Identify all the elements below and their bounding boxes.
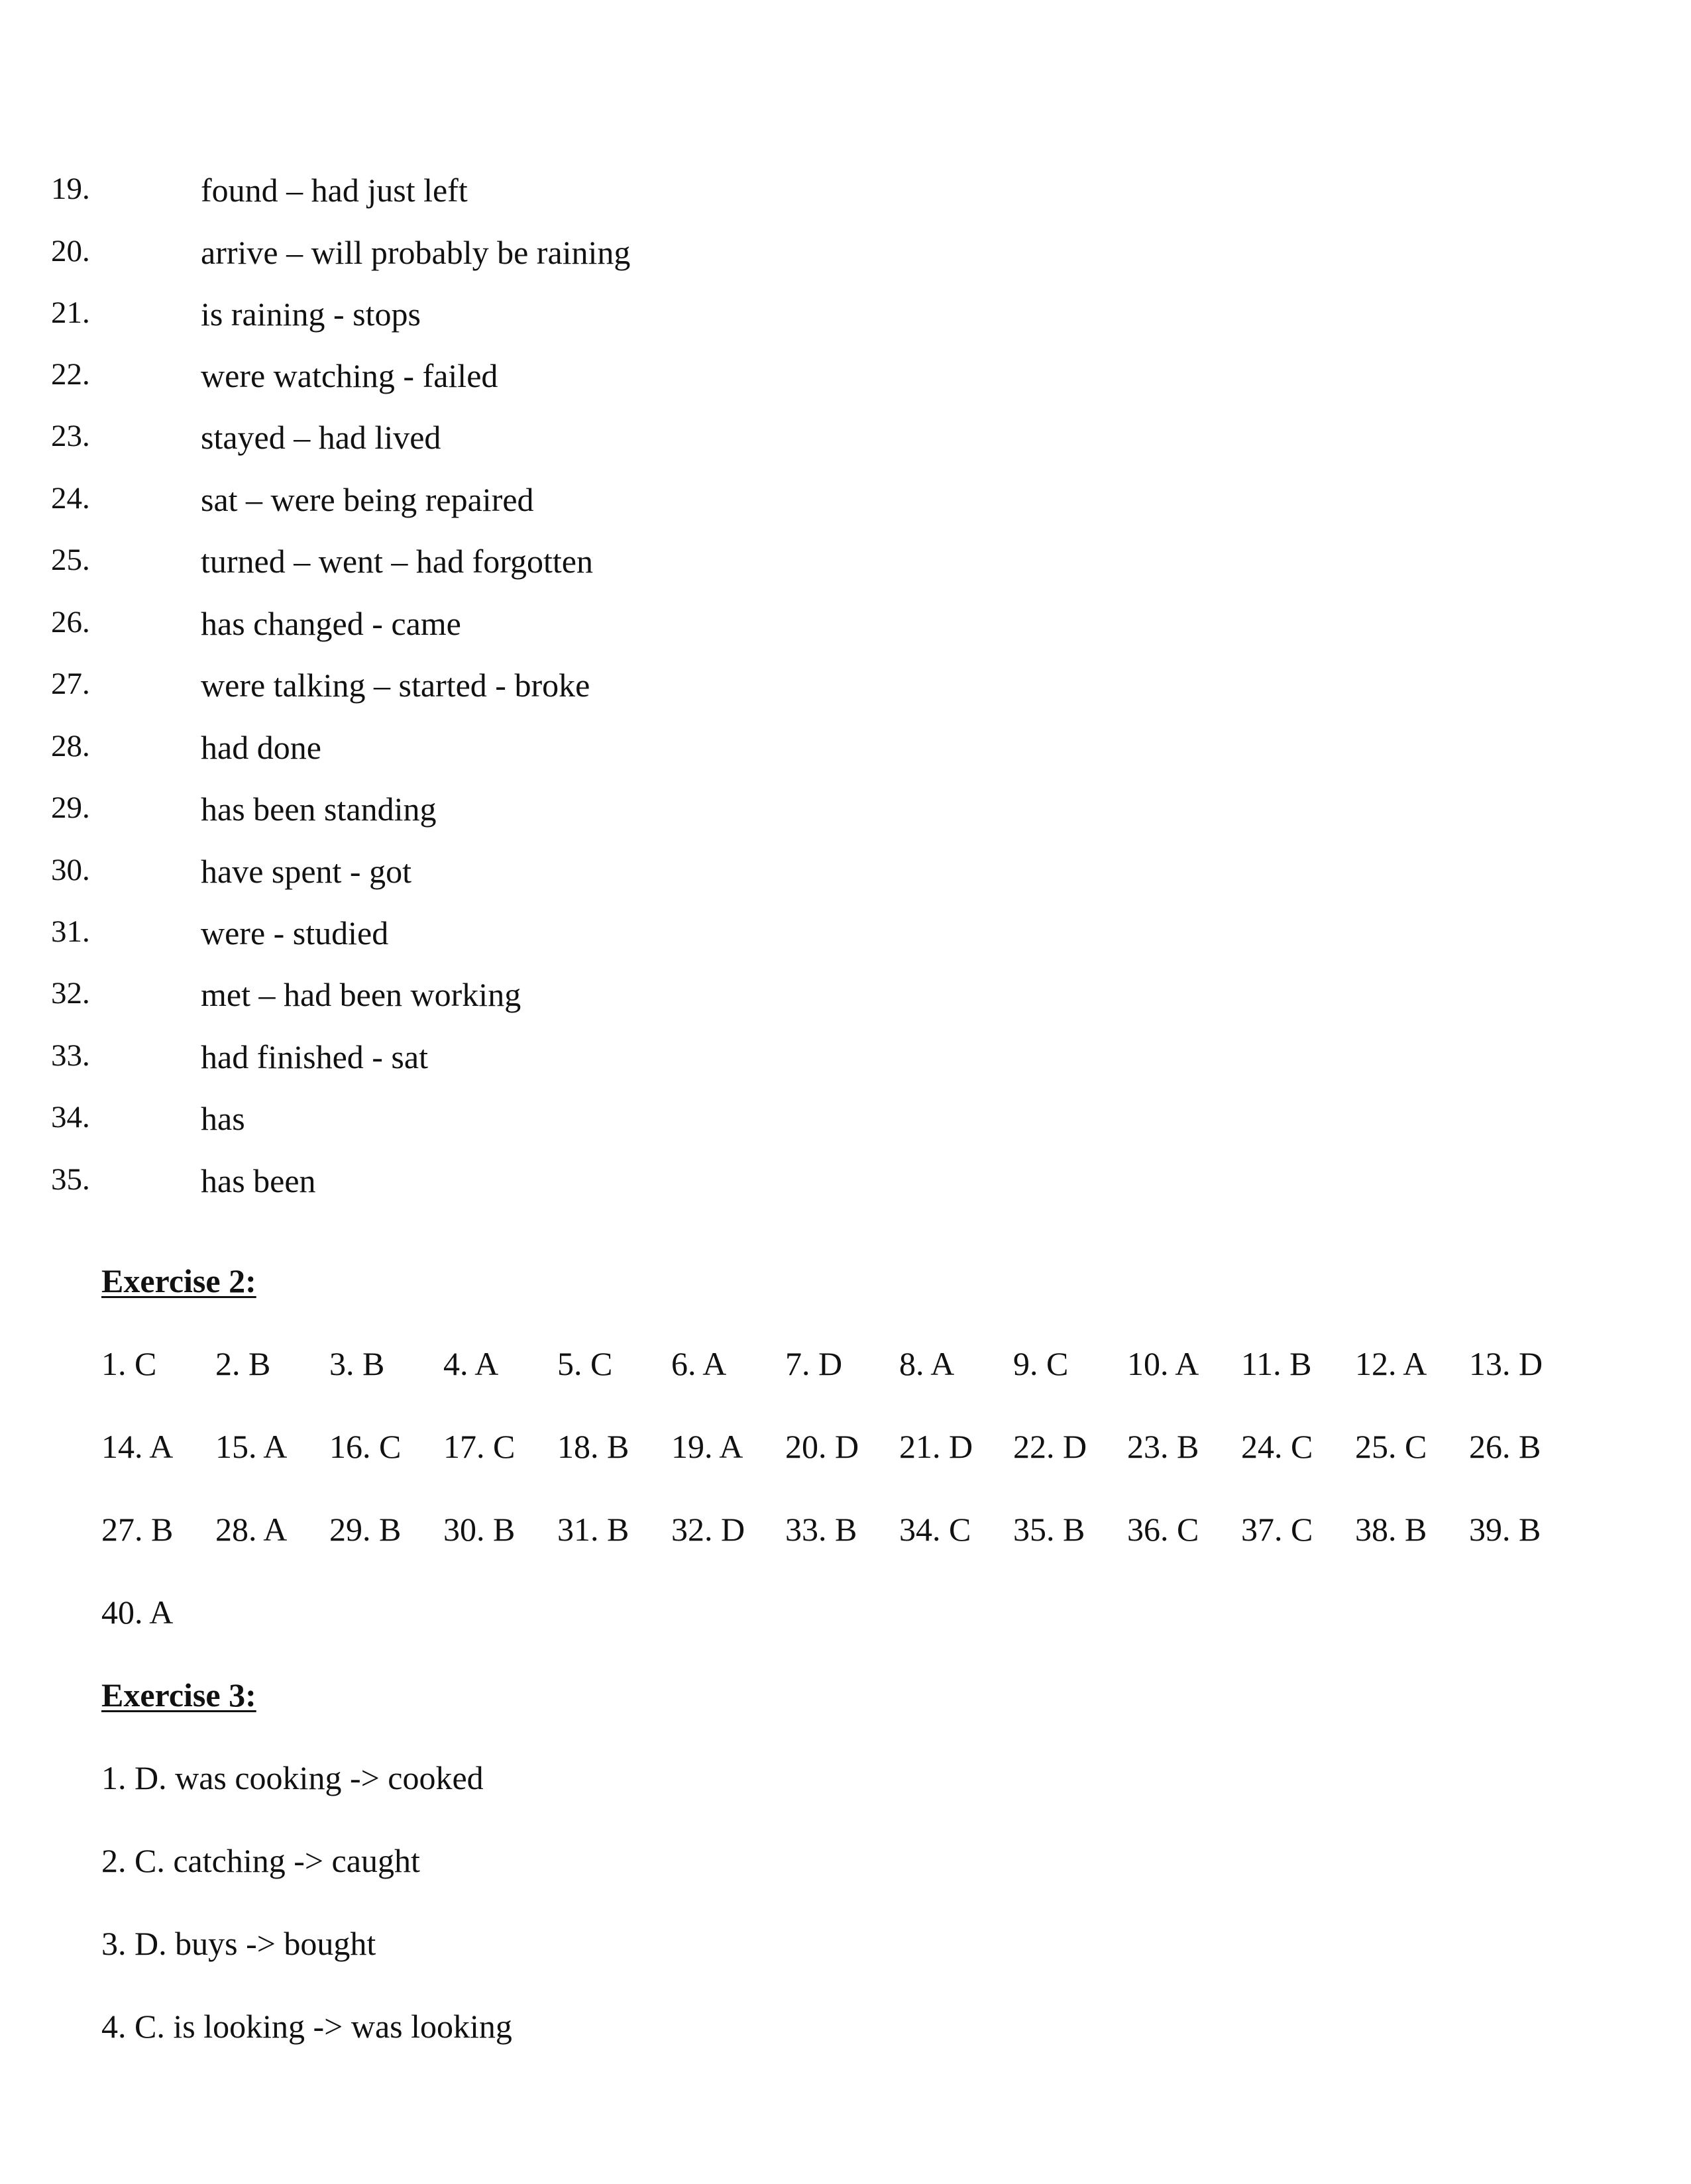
answer-key-item: 7. D — [785, 1345, 843, 1382]
item-number: 26. — [51, 605, 90, 639]
answer-key-item: 23. B — [1127, 1428, 1199, 1465]
item-number: 32. — [51, 976, 90, 1010]
correction-item: 3. D. buys -> bought — [101, 1925, 376, 1962]
item-number: 24. — [51, 481, 90, 516]
item-answer: has been standing — [201, 791, 437, 828]
answer-key-item: 22. D — [1013, 1428, 1087, 1465]
item-answer: is raining - stops — [201, 296, 421, 333]
item-answer: has — [201, 1100, 245, 1137]
answer-key-item: 11. B — [1241, 1345, 1312, 1382]
exercise-3-heading: Exercise 3: — [101, 1676, 256, 1714]
item-number: 30. — [51, 853, 90, 887]
answer-key-item: 16. C — [329, 1428, 402, 1465]
answer-key-item: 39. B — [1469, 1511, 1541, 1548]
answer-key-item: 34. C — [899, 1511, 971, 1548]
item-answer: were talking – started - broke — [201, 667, 590, 704]
answer-key-item: 13. D — [1469, 1345, 1543, 1382]
answer-key-item: 37. C — [1241, 1511, 1313, 1548]
answer-key-item: 38. B — [1355, 1511, 1427, 1548]
answer-key-item: 24. C — [1241, 1428, 1313, 1465]
answer-key-item: 15. A — [215, 1428, 288, 1465]
answer-key-item: 8. A — [899, 1345, 955, 1382]
answer-key-item: 20. D — [785, 1428, 859, 1465]
answer-key-item: 3. B — [329, 1345, 385, 1382]
item-answer: has been — [201, 1162, 316, 1199]
answer-row-35 — [0, 1164, 928, 1204]
answer-key-item: 28. A — [215, 1511, 288, 1548]
correction-item: 4. C. is looking -> was looking — [101, 2008, 512, 2045]
answer-key-item: 1. C — [101, 1345, 157, 1382]
answer-row-34 — [0, 1102, 928, 1142]
answer-key-item: 32. D — [671, 1511, 745, 1548]
answer-key-item: 17. C — [443, 1428, 516, 1465]
item-number: 22. — [51, 357, 90, 392]
item-number: 20. — [51, 234, 90, 268]
item-answer: has changed - came — [201, 605, 461, 642]
item-answer: had finished - sat — [201, 1038, 428, 1075]
answer-row-33 — [0, 1040, 928, 1080]
answer-key-item: 2. B — [215, 1345, 271, 1382]
answer-key-item: 9. C — [1013, 1345, 1069, 1382]
item-number: 25. — [51, 543, 90, 577]
answer-row-19 — [0, 174, 928, 213]
answer-key-item: 35. B — [1013, 1511, 1085, 1548]
answer-key-item: 14. A — [101, 1428, 174, 1465]
item-number: 29. — [51, 791, 90, 825]
answer-row-23 — [0, 421, 928, 461]
correction-item: 2. C. catching -> caught — [101, 1842, 420, 1879]
answer-key-item: 4. A — [443, 1345, 499, 1382]
answer-row-30 — [0, 855, 928, 895]
answer-row-22 — [0, 359, 928, 399]
answer-row-29 — [0, 792, 928, 832]
answer-row-27 — [0, 669, 928, 708]
item-number: 21. — [51, 296, 90, 330]
item-answer: found – had just left — [201, 172, 468, 209]
answer-key-item: 26. B — [1469, 1428, 1541, 1465]
correction-item: 1. D. was cooking -> cooked — [101, 1759, 484, 1796]
item-answer: had done — [201, 729, 321, 766]
answer-key-item: 12. A — [1355, 1345, 1427, 1382]
answer-key-item: 18. B — [557, 1428, 629, 1465]
item-number: 27. — [51, 667, 90, 701]
item-answer: arrive – will probably be raining — [201, 234, 631, 271]
item-answer: have spent - got — [201, 853, 411, 890]
item-answer: met – had been working — [201, 976, 521, 1013]
answer-row-31 — [0, 916, 928, 956]
answer-row-25 — [0, 545, 928, 584]
answer-row-32 — [0, 978, 928, 1018]
answer-key-item: 40. A — [101, 1594, 174, 1631]
item-number: 35. — [51, 1162, 90, 1197]
answer-row-20 — [0, 236, 928, 276]
item-answer: stayed – had lived — [201, 419, 441, 456]
answer-key-item: 25. C — [1355, 1428, 1427, 1465]
answer-row-24 — [0, 483, 928, 523]
answer-key-item: 33. B — [785, 1511, 857, 1548]
answer-key-item: 30. B — [443, 1511, 516, 1548]
answer-key-item: 27. B — [101, 1511, 174, 1548]
exercise-2-heading: Exercise 2: — [101, 1262, 256, 1299]
item-answer: were watching - failed — [201, 357, 498, 394]
item-number: 33. — [51, 1038, 90, 1073]
answer-key-item: 31. B — [557, 1511, 629, 1548]
answer-key-item: 10. A — [1127, 1345, 1199, 1382]
answer-key-item: 5. C — [557, 1345, 613, 1382]
item-number: 31. — [51, 914, 90, 949]
item-number: 28. — [51, 729, 90, 763]
item-answer: sat – were being repaired — [201, 481, 534, 518]
answer-row-21 — [0, 298, 928, 337]
answer-key-item: 19. A — [671, 1428, 743, 1465]
item-answer: were - studied — [201, 914, 389, 952]
answer-key-item: 6. A — [671, 1345, 727, 1382]
item-number: 23. — [51, 419, 90, 453]
answer-row-26 — [0, 607, 928, 647]
answer-key-item: 29. B — [329, 1511, 402, 1548]
item-number: 34. — [51, 1100, 90, 1134]
answer-key-item: 21. D — [899, 1428, 973, 1465]
answer-row-28 — [0, 731, 928, 771]
item-answer: turned – went – had forgotten — [201, 543, 593, 580]
answer-key-item: 36. C — [1127, 1511, 1199, 1548]
item-number: 19. — [51, 172, 90, 206]
